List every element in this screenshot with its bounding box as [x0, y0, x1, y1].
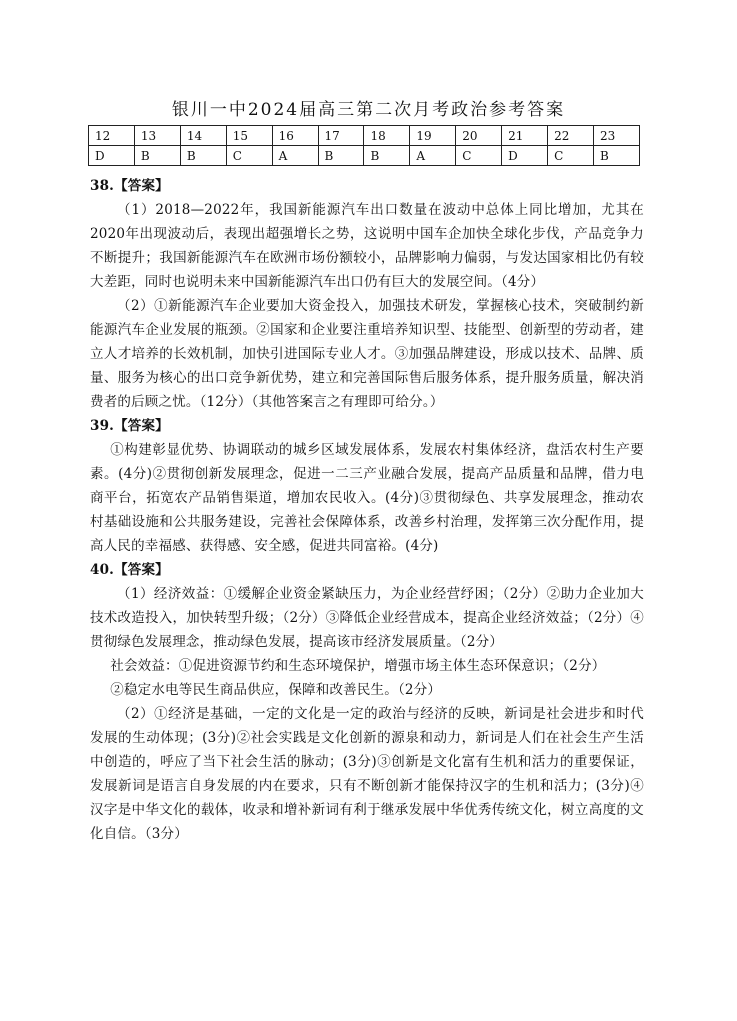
answer-letter: C	[456, 146, 502, 166]
question-number: 21	[502, 126, 548, 146]
answer-letter: B	[593, 146, 639, 166]
question-number: 15	[226, 126, 272, 146]
answer-letter: D	[89, 146, 135, 166]
q39-answer: ①构建彰显优势、协调联动的城乡区域发展体系，发展农村集体经济，盘活农村生产要素。(4分)②贯彻创新发展理念，促进一二三产业融合发展，提高产品质量和品牌，借力电商平台，拓宽农产品销售渠道，增加农民收入。(4分)③贯彻绿色、共享发展理念，推动农村基础设施和公共服务建设，完善社会保障体系，改善乡村治理，发挥第三次分配作用，提高人民的幸福感、获得感、安全感，促进共同富裕。(4分)	[90, 442, 644, 554]
answer-letter: B	[318, 146, 364, 166]
answer-letter: B	[134, 146, 180, 166]
question-number: 17	[318, 126, 364, 146]
q38-part1: （1）2018—2022年，我国新能源汽车出口数量在波动中总体上同比增加，尤其在2020年出现波动后，表现出超强增长之势，这说明中国车企加快全球化步伐，产品竞争力不断提升；我国新能源汽车在欧洲市场份额较小，品牌影响力偏弱，与发达国家相比仍有较大差距，同时也说明未来中国新能源汽车出口仍有巨大的发展空间。（4分）	[90, 202, 644, 290]
question-number: 16	[272, 126, 318, 146]
question-number: 14	[180, 126, 226, 146]
answer-letter: B	[180, 146, 226, 166]
answer-letter: A	[272, 146, 318, 166]
answer-table-answer-row	[89, 146, 640, 166]
q39-heading: 39.【答案】	[90, 418, 169, 434]
answer-content	[90, 174, 644, 846]
answer-letter: D	[502, 146, 548, 166]
answer-table	[88, 125, 640, 166]
q40-part1-social-2: ②稳定水电等民生商品供应，保障和改善民生。（2分）	[110, 682, 442, 698]
answer-letter: C	[548, 146, 594, 166]
question-number: 19	[410, 126, 456, 146]
answer-letter: C	[226, 146, 272, 166]
q40-part1-economic: （1）经济效益：①缓解企业资金紧缺压力，为企业经营纾困；（2分）②助力企业加大技术改造投入，加快转型升级；（2分）③降低企业经营成本，提高企业经济效益；（2分）④贯彻绿色发展理念，推动绿色发展，提高该市经济发展质量。（2分）	[90, 586, 644, 650]
q38-part2: （2）①新能源汽车企业要加大资金投入，加强技术研发，掌握核心技术，突破制约新能源汽车企业发展的瓶颈。②国家和企业要注重培养知识型、技能型、创新型的劳动者，建立人才培养的长效机制，加快引进国际专业人才。③加强品牌建设，形成以技术、品牌、质量、服务为核心的出口竞争新优势，建立和完善国际售后服务体系，提升服务质量，解决消费者的后顾之忧。（12分）（其他答案言之有理即可给分。）	[90, 298, 644, 410]
page-title: 银川一中2024届高三第二次月考政治参考答案	[171, 100, 566, 120]
question-number: 23	[593, 126, 639, 146]
question-number: 18	[364, 126, 410, 146]
answer-letter: A	[410, 146, 456, 166]
q40-part2: （2）①经济是基础，一定的文化是一定的政治与经济的反映，新词是社会进步和时代发展的生动体现；(3分)②社会实践是文化创新的源泉和动力，新词是人们在社会生产生活中创造的，呼应了当下社会生活的脉动；(3分)③创新是文化富有生机和活力的重要保证，发展新词是语言自身发展的内在要求，只有不断创新才能保持汉字的生机和活力；(3分)④汉字是中华文化的载体，收录和增补新词有利于继承发展中华优秀传统文化，树立高度的文化自信。（3分）	[90, 706, 644, 842]
answer-letter: B	[364, 146, 410, 166]
q40-part1-social: 社会效益：①促进资源节约和生态环境保护，增强市场主体生态环保意识；（2分）	[110, 658, 606, 674]
answer-table-number-row	[89, 126, 640, 146]
question-number: 13	[134, 126, 180, 146]
question-number: 20	[456, 126, 502, 146]
question-number: 12	[89, 126, 135, 146]
q38-heading: 38.【答案】	[90, 178, 169, 194]
q40-heading: 40.【答案】	[90, 562, 169, 578]
question-number: 22	[548, 126, 594, 146]
